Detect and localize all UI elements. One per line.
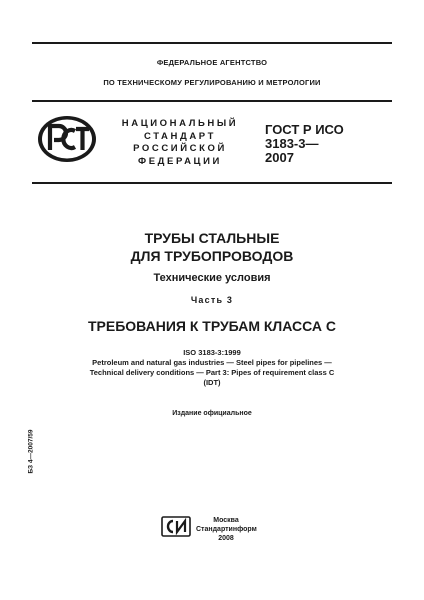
footer-publisher: Стандартинформ xyxy=(196,526,257,533)
footer-imprint xyxy=(196,516,256,543)
agency-line-1: ФЕДЕРАЛЬНОЕ АГЕНТСТВО xyxy=(156,58,268,67)
part-number: Часть 3 xyxy=(190,295,234,305)
iso-title-line-1: Petroleum and natural gas industries — Steel pipes for pipelines — xyxy=(92,358,332,367)
national-standard-label xyxy=(105,118,255,168)
national-line-4: ФЕДЕРАЦИИ xyxy=(138,155,222,167)
national-line-3: РОССИЙСКОЙ xyxy=(133,143,227,154)
gost-r-logo-icon xyxy=(36,114,98,164)
gost-line-3: 2007 xyxy=(265,150,294,165)
iso-title-line-3: (IDT) xyxy=(203,378,221,387)
national-line-1: НАЦИОНАЛЬНЫЙ xyxy=(121,118,239,129)
iso-title-line-2: Technical delivery conditions — Part 3: Pipes of requirement class C xyxy=(89,368,335,377)
gost-line-1: ГОСТ Р ИСО xyxy=(265,122,344,137)
header-rule xyxy=(32,100,392,102)
national-line-2: СТАНДАРТ xyxy=(144,130,216,142)
title-line-1: ТРУБЫ СТАЛЬНЫЕ xyxy=(144,230,280,246)
top-rule xyxy=(32,42,392,44)
gost-number xyxy=(265,123,344,165)
edition-label: Издание официальное xyxy=(172,410,252,417)
gost-r-logo xyxy=(36,114,98,164)
block-rule xyxy=(32,182,392,184)
title-line-2: ДЛЯ ТРУБОПРОВОДОВ xyxy=(130,248,294,264)
subtitle: Технические условия xyxy=(153,272,271,284)
agency-line-2: ПО ТЕХНИЧЕСКОМУ РЕГУЛИРОВАНИЮ И МЕТРОЛОГИИ xyxy=(103,78,321,87)
footer-year: 2008 xyxy=(218,535,234,542)
gost-line-2: 3183-3— xyxy=(265,136,319,151)
footer-city: Москва xyxy=(213,517,239,524)
iso-reference: ISO 3183-3:1999 xyxy=(183,348,241,357)
standartinform-logo xyxy=(160,514,192,538)
standartinform-logo-icon xyxy=(160,514,192,538)
part-title: ТРЕБОВАНИЯ К ТРУБАМ КЛАССА С xyxy=(88,318,336,334)
side-code: БЗ 4—2007/59 xyxy=(27,429,35,474)
